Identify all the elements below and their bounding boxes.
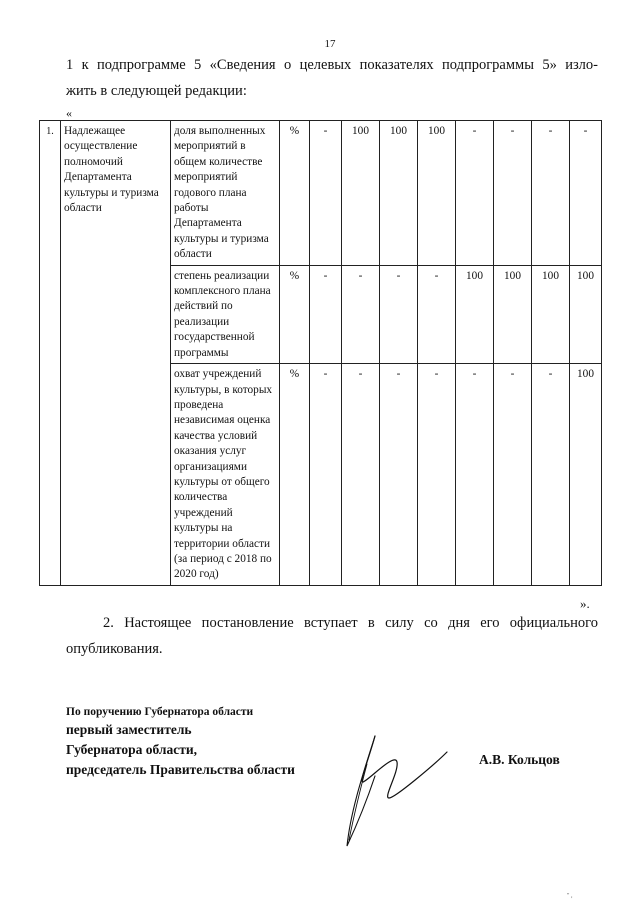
unit-cell: %	[280, 121, 310, 266]
value-cell: 100	[342, 121, 380, 266]
paragraph-2-line-1: 2. Настоящее постановление вступает в силу со дня его официального	[103, 615, 598, 631]
signature-title-line: Губернатора области,	[66, 742, 197, 757]
unit-cell: %	[280, 265, 310, 363]
paragraph-2	[66, 610, 598, 662]
value-cell: 100	[532, 265, 570, 363]
value-cell: -	[418, 364, 456, 586]
value-cell: 100	[380, 121, 418, 266]
signature-title-line: председатель Правительства области	[66, 762, 295, 777]
signature-block	[66, 704, 295, 780]
event-cell: Надлежащее осуществление полномочий Департамента культуры и туризма области	[61, 121, 171, 586]
value-cell: -	[380, 265, 418, 363]
value-cell: 100	[418, 121, 456, 266]
corner-mark: " ,	[567, 893, 573, 899]
value-cell: -	[456, 364, 494, 586]
value-cell: -	[342, 265, 380, 363]
handwritten-signature	[335, 728, 470, 853]
signature-title-line: первый заместитель	[66, 722, 192, 737]
value-cell: -	[570, 121, 602, 266]
unit-cell: %	[280, 364, 310, 586]
value-cell: -	[380, 364, 418, 586]
opening-quote: «	[66, 106, 72, 120]
value-cell: -	[310, 364, 342, 586]
intro-paragraph	[66, 52, 598, 104]
signer-name: А.В. Кольцов	[479, 752, 560, 767]
value-cell: -	[532, 364, 570, 586]
value-cell: 100	[456, 265, 494, 363]
closing-quote: ».	[580, 596, 590, 611]
indicator-cell: степень реализации комплексного плана действий по реализации государственной программы	[171, 265, 280, 363]
value-cell: -	[532, 121, 570, 266]
intro-line-2: жить в следующей редакции:	[66, 83, 247, 99]
intro-line-1: 1 к подпрограмме 5 «Сведения о целевых показателях подпрограммы 5» изло-	[66, 57, 598, 73]
value-cell: -	[342, 364, 380, 586]
value-cell: -	[310, 121, 342, 266]
indicators-table	[39, 120, 602, 586]
row-number: 1.	[40, 121, 61, 586]
value-cell: -	[494, 121, 532, 266]
signature-authority-line: По поручению Губернатора области	[66, 706, 254, 718]
value-cell: -	[418, 265, 456, 363]
value-cell: -	[494, 364, 532, 586]
value-cell: 100	[570, 364, 602, 586]
value-cell: -	[456, 121, 494, 266]
value-cell: 100	[570, 265, 602, 363]
page-number: 17	[324, 38, 336, 50]
value-cell: -	[310, 265, 342, 363]
value-cell: 100	[494, 265, 532, 363]
indicator-cell: доля выполненных мероприятий в общем количестве мероприятий годового плана работы Департамента культуры и туризма области	[171, 121, 280, 266]
indicator-cell: охват учреждений культуры, в которых проведена независимая оценка качества условий оказания услуг организациями культуры от общего количества учреждений культуры на территории области (за период с 2018 по 2020 год)	[171, 364, 280, 586]
table-row	[40, 121, 602, 266]
paragraph-2-line-2: опубликования.	[66, 641, 163, 657]
